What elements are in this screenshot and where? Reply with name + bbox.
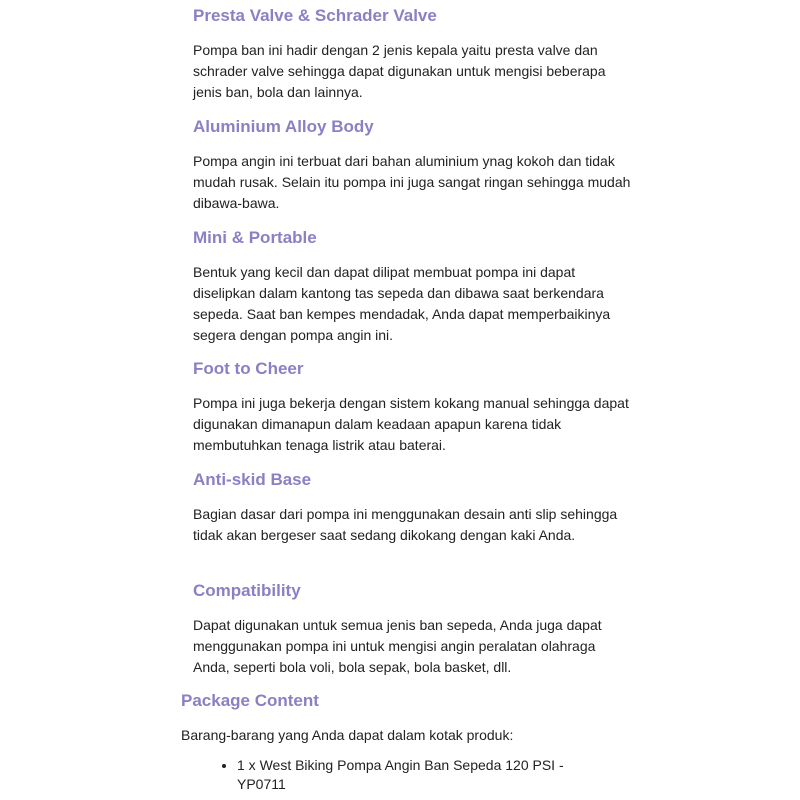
feature-title: Mini & Portable: [193, 228, 317, 247]
package-content-intro: Barang-barang yang Anda dapat dalam kotak produk:: [181, 727, 514, 743]
package-content-list: [181, 756, 631, 794]
feature-text: Pompa ban ini hadir dengan 2 jenis kepala yaitu presta valve dan schrader valve sehingga dapat digunakan untuk mengisi beberapa jenis ban, bola dan lainnya.: [193, 42, 606, 100]
list-item: • 1 x West Biking Pompa Angin Ban Sepeda 120 PSI - YP0711: [237, 756, 597, 794]
feature-presta-schrader-valve: [193, 4, 633, 103]
feature-mini-portable: [193, 226, 633, 346]
feature-foot-to-cheer: [193, 357, 633, 456]
feature-text: Bentuk yang kecil dan dapat dilipat membuat pompa ini dapat diselipkan dalam kantong tas sepeda dan dibawa saat berkendara sepeda. Saat ban kempes mendadak, Anda dapat memperbaikinya segera dengan pompa angin ini.: [193, 264, 611, 343]
package-content-section: [181, 689, 631, 794]
feature-title: Aluminium Alloy Body: [193, 117, 374, 136]
feature-text: Pompa ini juga bekerja dengan sistem kokang manual sehingga dapat digunakan dimanapun dalam keadaan apapun karena tidak membutuhkan tenaga listrik atau baterai.: [193, 395, 629, 453]
feature-anti-skid-base: [193, 468, 633, 546]
feature-text: Bagian dasar dari pompa ini menggunakan desain anti slip sehingga tidak akan bergeser saat sedang dikokang dengan kaki Anda.: [193, 506, 618, 543]
feature-aluminium-alloy-body: [193, 115, 633, 214]
feature-title: Presta Valve & Schrader Valve: [193, 6, 437, 25]
feature-text: Dapat digunakan untuk semua jenis ban sepeda, Anda juga dapat menggunakan pompa ini untuk mengisi angin peralatan olahraga Anda, seperti bola voli, bola sepak, bola basket, dll.: [193, 617, 602, 675]
feature-title: Compatibility: [193, 581, 301, 600]
feature-title: Foot to Cheer: [193, 359, 304, 378]
feature-title: Anti-skid Base: [193, 470, 312, 489]
package-content-title: Package Content: [181, 691, 319, 710]
feature-compatibility: [193, 579, 633, 678]
feature-text: Pompa angin ini terbuat dari bahan aluminium ynag kokoh dan tidak mudah rusak. Selain itu pompa ini juga sangat ringan sehingga mudah dibawa-bawa.: [193, 153, 631, 211]
